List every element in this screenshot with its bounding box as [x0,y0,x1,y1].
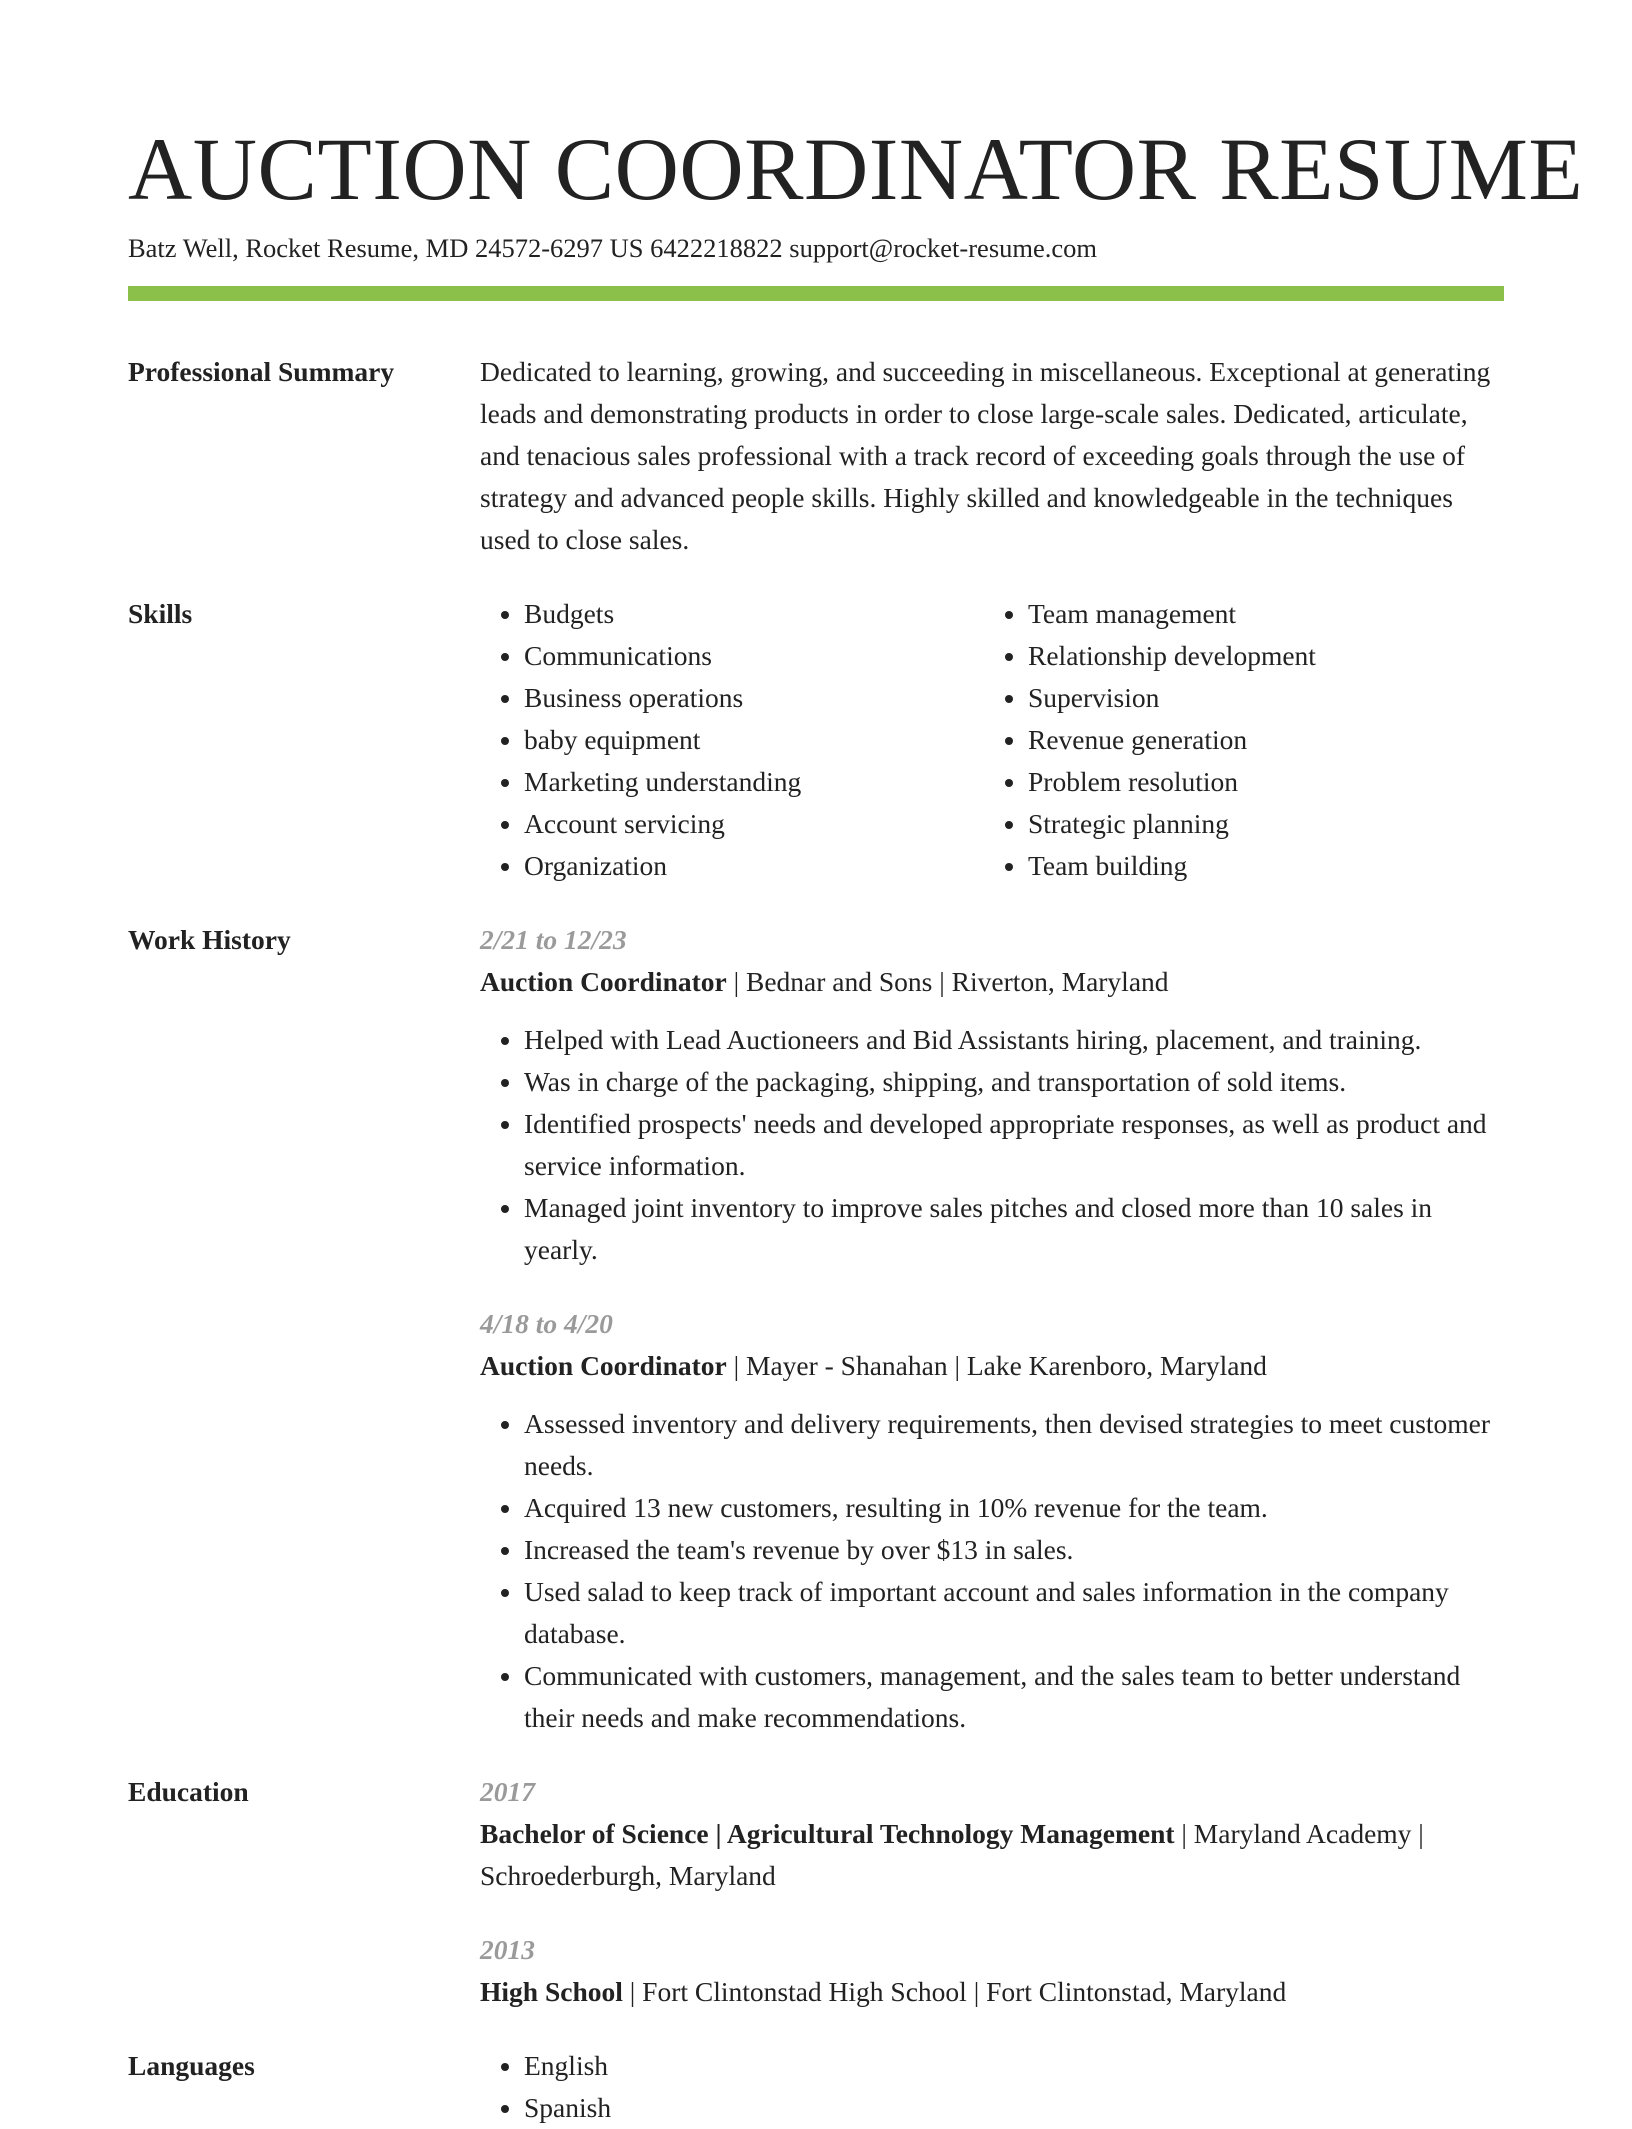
skill-item: • Organization [524,845,984,887]
skills-label: Skills [128,598,193,629]
languages-list [480,2045,1504,2129]
language-item: • English [524,2045,1504,2087]
job-bullet: • Acquired 13 new customers, resulting in 10% revenue for the team. [524,1487,1504,1529]
skill-item: • Supervision [1028,677,1488,719]
job-entry [480,919,1504,1271]
summary-text: Dedicated to learning, growing, and succeeding in miscellaneous. Exceptional at generating leads and demonstrating products in order to close large-scale sales. Dedicated, articulate, and tenacious sales professional with a track record of exceeding goals through the use of strategy and advanced people skills. Highly skilled and knowledgeable in the techniques used to close sales. [480,356,1491,555]
education-entry [480,1771,1504,1897]
job-title: Auction Coordinator [480,1350,727,1381]
job-dates: 2/21 to 12/23 [480,924,627,955]
skills-list-right [984,593,1488,887]
education-entry [480,1929,1504,2013]
job-bullet-list [480,1019,1504,1271]
work-history-section [128,919,1504,1739]
education-heading [480,1813,1504,1897]
education-heading [480,1971,1504,2013]
job-details: | Bednar and Sons | Riverton, Maryland [726,966,1169,997]
education-year: 2017 [480,1776,535,1807]
job-bullet: • Communicated with customers, management, and the sales team to better understand their needs and make recommendations. [524,1655,1504,1739]
job-bullet: • Used salad to keep track of important account and sales information in the company database. [524,1571,1504,1655]
education-year: 2013 [480,1934,535,1965]
skill-item: • Team management [1028,593,1488,635]
summary-section [128,351,1504,561]
language-item: • Spanish [524,2087,1504,2129]
skill-item: • Problem resolution [1028,761,1488,803]
contact-line: Batz Well, Rocket Resume, MD 24572-6297 US 6422218822 support@rocket-resume.com [128,233,1098,263]
languages-label: Languages [128,2050,255,2081]
job-bullet: • Helped with Lead Auctioneers and Bid Assistants hiring, placement, and training. [524,1019,1504,1061]
work-history-body [480,919,1504,1739]
skill-item: • Communications [524,635,984,677]
skill-item: • Revenue generation [1028,719,1488,761]
education-degree: Bachelor of Science | Agricultural Technology Management [480,1818,1175,1849]
resume-page [128,118,1584,2129]
skill-item: • Relationship development [1028,635,1488,677]
skills-columns [480,593,1504,887]
education-details: | Fort Clintonstad High School | Fort Clintonstad, Maryland [622,1976,1287,2007]
job-bullet-list [480,1403,1504,1739]
summary-label: Professional Summary [128,356,395,387]
job-dates: 4/18 to 4/20 [480,1308,613,1339]
skill-item: • Business operations [524,677,984,719]
job-details: | Mayer - Shanahan | Lake Karenboro, Maryland [726,1350,1267,1381]
job-bullet: • Assessed inventory and delivery requirements, then devised strategies to meet customer needs. [524,1403,1504,1487]
education-details: | Maryland Academy | Schroederburgh, Maryland [480,1818,1424,1891]
skill-item: • Team building [1028,845,1488,887]
job-bullet: • Identified prospects' needs and developed appropriate responses, as well as product and service information. [524,1103,1504,1187]
accent-divider [128,286,1504,301]
job-entry [480,1303,1504,1739]
education-body [480,1771,1504,2013]
skill-item: • Account servicing [524,803,984,845]
skill-item: • Budgets [524,593,984,635]
languages-section [128,2045,1504,2129]
education-section [128,1771,1504,2013]
work-history-label: Work History [128,924,291,955]
job-bullet: • Increased the team's revenue by over $13 in sales. [524,1529,1504,1571]
skill-item: • baby equipment [524,719,984,761]
education-label: Education [128,1776,249,1807]
job-title: Auction Coordinator [480,966,727,997]
job-heading [480,961,1504,1003]
skill-item: • Strategic planning [1028,803,1488,845]
job-bullet: • Managed joint inventory to improve sales pitches and closed more than 10 sales in yearly. [524,1187,1504,1271]
skill-item: • Marketing understanding [524,761,984,803]
languages-body [480,2045,1504,2129]
skills-section [128,593,1504,887]
skills-list-left [480,593,984,887]
job-bullet: • Was in charge of the packaging, shipping, and transportation of sold items. [524,1061,1504,1103]
education-degree: High School [480,1976,623,2007]
job-heading [480,1345,1504,1387]
resume-title: AUCTION COORDINATOR RESUME [128,121,1584,219]
